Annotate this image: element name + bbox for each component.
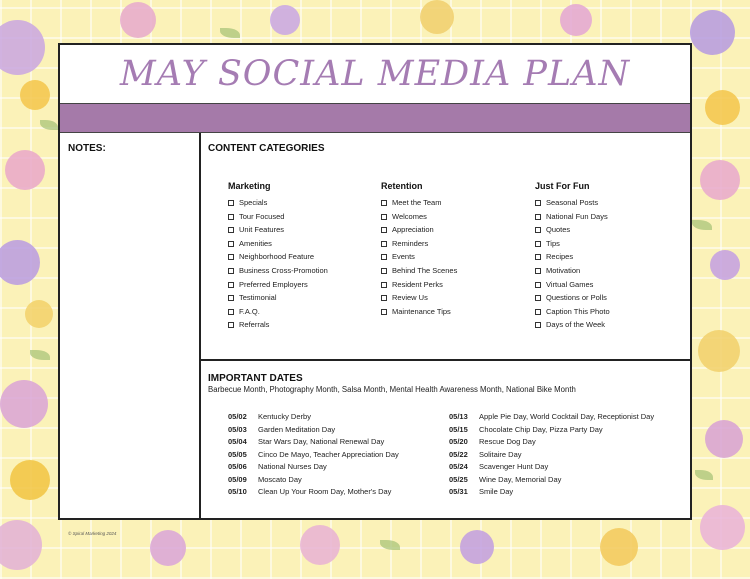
flower-icon bbox=[10, 460, 50, 500]
category-item[interactable]: Tour Focused bbox=[228, 210, 378, 224]
checkbox-icon[interactable] bbox=[381, 254, 387, 260]
content-categories-section bbox=[201, 133, 690, 361]
flower-icon bbox=[698, 330, 740, 372]
date-row: 05/20 Rescue Dog Day bbox=[449, 437, 536, 446]
checkbox-icon[interactable] bbox=[228, 214, 234, 220]
date-row: 05/13 Apple Pie Day, World Cocktail Day, Receptionist Day bbox=[449, 412, 655, 421]
checkbox-icon[interactable] bbox=[228, 241, 234, 247]
notes-label: NOTES: bbox=[68, 143, 106, 154]
checkbox-icon[interactable] bbox=[535, 241, 541, 247]
leaf-icon bbox=[40, 120, 58, 130]
date-row: 05/06 National Nurses Day bbox=[228, 462, 327, 471]
flower-icon bbox=[690, 10, 735, 55]
checkbox-icon[interactable] bbox=[381, 227, 387, 233]
flower-icon bbox=[420, 0, 454, 34]
flower-icon bbox=[25, 300, 53, 328]
flower-icon bbox=[0, 240, 40, 285]
category-item[interactable]: Questions or Polls bbox=[535, 291, 685, 305]
category-item[interactable]: Behind The Scenes bbox=[381, 264, 531, 278]
flower-icon bbox=[710, 250, 740, 280]
date-row: 05/02 Kentucky Derby bbox=[228, 412, 311, 421]
category-item[interactable]: Resident Perks bbox=[381, 278, 531, 292]
checkbox-icon[interactable] bbox=[228, 268, 234, 274]
date-row: 05/09 Moscato Day bbox=[228, 474, 302, 484]
page-title: MAY SOCIAL MEDIA PLAN bbox=[119, 54, 631, 94]
category-just-for-fun bbox=[535, 181, 685, 332]
checkbox-icon[interactable] bbox=[535, 214, 541, 220]
date-row: 05/31 Smile Day bbox=[449, 487, 514, 496]
category-item[interactable]: Appreciation bbox=[381, 223, 531, 237]
flower-icon bbox=[0, 20, 45, 75]
checkbox-icon[interactable] bbox=[381, 200, 387, 206]
category-item[interactable]: Amenities bbox=[228, 237, 378, 251]
category-item[interactable]: Testimonial bbox=[228, 291, 378, 305]
category-heading: Retention bbox=[381, 181, 423, 191]
date-row: 05/15 Chocolate Chip Day, Pizza Party Day bbox=[449, 424, 603, 434]
checkbox-icon[interactable] bbox=[381, 309, 387, 315]
checkbox-icon[interactable] bbox=[228, 322, 234, 328]
checkbox-icon[interactable] bbox=[535, 282, 541, 288]
date-row: 05/22 Solitaire Day bbox=[449, 449, 522, 459]
checkbox-icon[interactable] bbox=[228, 227, 234, 233]
checkbox-icon[interactable] bbox=[535, 268, 541, 274]
category-item[interactable]: Days of the Week bbox=[535, 318, 685, 332]
date-row: 05/05 Cinco De Mayo, Teacher Appreciation Day bbox=[228, 449, 399, 459]
date-row: 05/04 Star Wars Day, National Renewal Day bbox=[228, 437, 385, 446]
date-row: 05/03 Garden Meditation Day bbox=[228, 424, 336, 434]
category-retention bbox=[381, 181, 531, 318]
checkbox-icon[interactable] bbox=[228, 295, 234, 301]
category-item[interactable]: Neighborhood Feature bbox=[228, 250, 378, 264]
flower-icon bbox=[700, 505, 745, 550]
checkbox-icon[interactable] bbox=[228, 282, 234, 288]
leaf-icon bbox=[692, 220, 712, 230]
flower-icon bbox=[20, 80, 50, 110]
category-item[interactable]: Virtual Games bbox=[535, 278, 685, 292]
checkbox-icon[interactable] bbox=[381, 241, 387, 247]
leaf-icon bbox=[380, 540, 400, 550]
category-heading: Marketing bbox=[228, 181, 271, 191]
checkbox-icon[interactable] bbox=[381, 295, 387, 301]
category-marketing bbox=[228, 181, 378, 332]
checkbox-icon[interactable] bbox=[381, 282, 387, 288]
date-row: 05/10 Clean Up Your Room Day, Mother's Day bbox=[228, 487, 392, 496]
content-categories-heading: CONTENT CATEGORIES bbox=[208, 143, 325, 154]
category-item[interactable]: Welcomes bbox=[381, 210, 531, 224]
flower-icon bbox=[705, 420, 743, 458]
category-item[interactable]: Seasonal Posts bbox=[535, 196, 685, 210]
category-item[interactable]: Quotes bbox=[535, 223, 685, 237]
category-item[interactable]: Meet the Team bbox=[381, 196, 531, 210]
category-item[interactable]: Reminders bbox=[381, 237, 531, 251]
checkbox-icon[interactable] bbox=[535, 227, 541, 233]
flower-icon bbox=[600, 528, 638, 566]
category-item[interactable]: Unit Features bbox=[228, 223, 378, 237]
flower-icon bbox=[300, 525, 340, 565]
category-item[interactable]: Tips bbox=[535, 237, 685, 251]
flower-icon bbox=[460, 530, 494, 564]
flower-icon bbox=[270, 5, 300, 35]
title-band bbox=[60, 103, 690, 133]
important-dates-section bbox=[201, 363, 690, 520]
important-dates-heading: IMPORTANT DATES bbox=[208, 373, 303, 384]
notes-column bbox=[60, 133, 201, 520]
category-item[interactable]: Maintenance Tips bbox=[381, 305, 531, 319]
category-item[interactable]: Recipes bbox=[535, 250, 685, 264]
category-item[interactable]: National Fun Days bbox=[535, 210, 685, 224]
plan-sheet bbox=[58, 43, 692, 520]
flower-icon bbox=[120, 2, 156, 38]
checkbox-icon[interactable] bbox=[535, 254, 541, 260]
checkbox-icon[interactable] bbox=[535, 200, 541, 206]
flower-icon bbox=[700, 160, 740, 200]
checkbox-icon[interactable] bbox=[535, 295, 541, 301]
checkbox-icon[interactable] bbox=[535, 309, 541, 315]
flower-icon bbox=[705, 90, 740, 125]
category-item[interactable]: Review Us bbox=[381, 291, 531, 305]
dates-column-left bbox=[228, 411, 399, 499]
flower-icon bbox=[0, 520, 42, 570]
category-item[interactable]: Events bbox=[381, 250, 531, 264]
leaf-icon bbox=[30, 350, 50, 360]
checkbox-icon[interactable] bbox=[381, 268, 387, 274]
leaf-icon bbox=[220, 28, 240, 38]
copyright-footer: © Spiral Marketing 2024 bbox=[68, 531, 117, 536]
category-heading: Just For Fun bbox=[535, 181, 590, 191]
flower-icon bbox=[5, 150, 45, 190]
category-item[interactable]: Preferred Employers bbox=[228, 278, 378, 292]
dates-column-right bbox=[449, 411, 654, 499]
monthly-observances: Barbecue Month, Photography Month, Salsa Month, Mental Health Awareness Month, National Bike Month bbox=[208, 385, 576, 394]
category-item[interactable]: Referrals bbox=[228, 318, 378, 332]
checkbox-icon[interactable] bbox=[228, 200, 234, 206]
checkbox-icon[interactable] bbox=[228, 309, 234, 315]
checkbox-icon[interactable] bbox=[228, 254, 234, 260]
checkbox-icon[interactable] bbox=[535, 322, 541, 328]
category-item[interactable]: Specials bbox=[228, 196, 378, 210]
category-item[interactable]: Motivation bbox=[535, 264, 685, 278]
category-item[interactable]: F.A.Q. bbox=[228, 305, 378, 319]
leaf-icon bbox=[695, 470, 713, 480]
flower-icon bbox=[150, 530, 186, 566]
category-item[interactable]: Business Cross-Promotion bbox=[228, 264, 378, 278]
flower-icon bbox=[0, 380, 48, 428]
date-row: 05/25 Wine Day, Memorial Day bbox=[449, 474, 562, 484]
date-row: 05/24 Scavenger Hunt Day bbox=[449, 462, 549, 471]
checkbox-icon[interactable] bbox=[381, 214, 387, 220]
category-item[interactable]: Caption This Photo bbox=[535, 305, 685, 319]
flower-icon bbox=[560, 4, 592, 36]
